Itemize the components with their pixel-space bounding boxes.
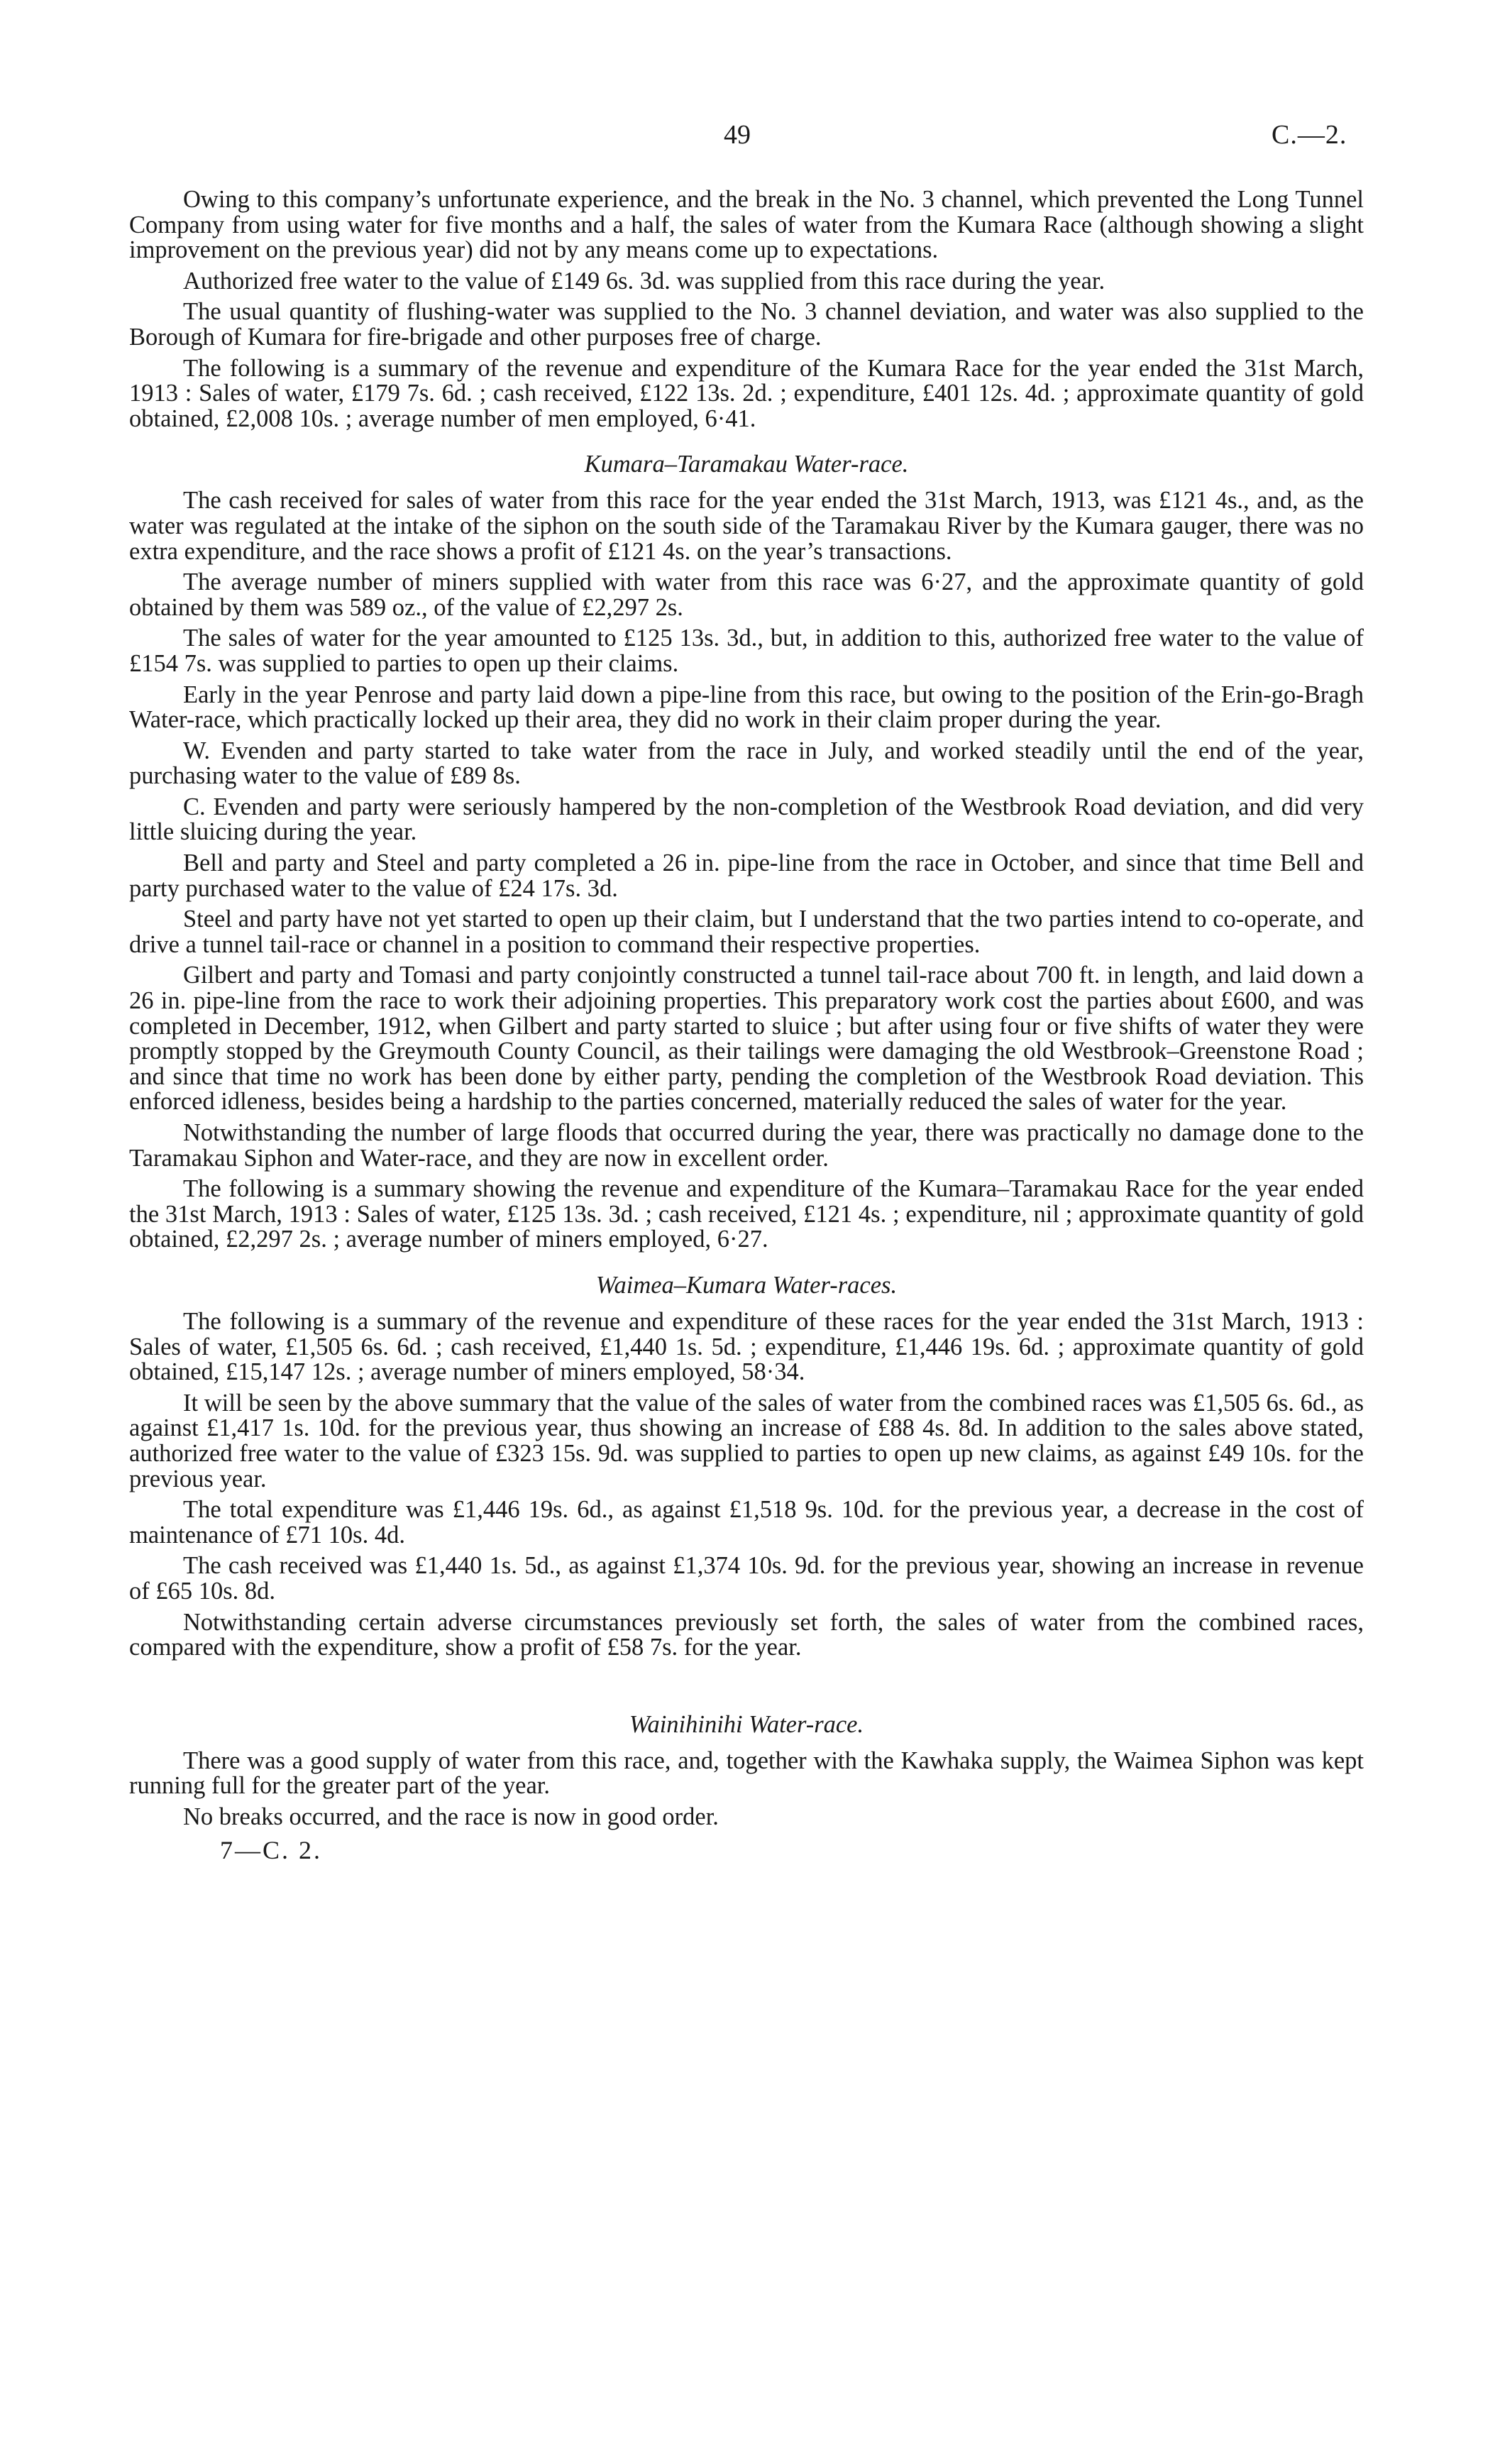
document-reference: C.—2.	[1272, 120, 1347, 150]
paragraph: Authorized free water to the value of £149 6s. 3d. was supplied from this race during the year.	[183, 267, 1105, 295]
paragraph: Notwithstanding certain adverse circumstances previously set forth, the sales of water from the combined races, compared with the expenditure, show a profit of £58 7s. for the year.	[129, 1608, 1364, 1661]
paragraph: The following is a summary of the revenue and expenditure of the Kumara Race for the year ended the 31st March, 1913 : Sales of water, £179 7s. 6d. ; cash received, £122 13s. 2d. ; expenditure, £401 12s. 4d. ; approximate quantity of gold obtained, £2,008 10s. ; average number of men employed, 6·41.	[129, 354, 1364, 432]
paragraph: No breaks occurred, and the race is now in good order.	[183, 1803, 719, 1830]
section-heading: Wainihinihi Water-race.	[629, 1710, 864, 1738]
paragraph: Bell and party and Steel and party completed a 26 in. pipe-line from the race in October, and since that time Bell and party purchased water to the value of £24 17s. 3d.	[129, 849, 1364, 902]
paragraph: The average number of miners supplied with water from this race was 6·27, and the approximate quantity of gold obtained by them was 589 oz., of the value of £2,297 2s.	[129, 568, 1364, 621]
section-heading: Kumara–Taramakau Water-race.	[584, 451, 909, 478]
paragraph: The cash received for sales of water from this race for the year ended the 31st March, 1913, was £121 4s., and, as the water was regulated at the intake of the siphon on the south side of the Taramakau River by the Kumara gauger, there was no extra expenditure, and the race shows a profit of £121 4s. on the year’s transactions.	[129, 487, 1364, 565]
paragraph: Owing to this company’s unfortunate experience, and the break in the No. 3 channel, which prevented the Long Tunnel Company from using water for five months and a half, the sales of water from the Kumara Race (although showing a slight improvement on the previous year) did not by any means come up to expectations.	[129, 186, 1364, 264]
paragraph: Steel and party have not yet started to open up their claim, but I understand that the two parties intend to co-operate, and drive a tunnel tail-race or channel in a position to command their respective properties.	[129, 906, 1364, 958]
paragraph: Notwithstanding the number of large floods that occurred during the year, there was practically no damage done to the Taramakau Siphon and Water-race, and they are now in excellent order.	[129, 1119, 1364, 1172]
paragraph: Early in the year Penrose and party laid down a pipe-line from this race, but owing to the position of the Erin-go-Bragh Water-race, which practically locked up their area, they did no work in their claim proper during the year.	[129, 681, 1364, 734]
paragraph: The cash received was £1,440 1s. 5d., as against £1,374 10s. 9d. for the previous year, showing an increase in revenue of £65 10s. 8d.	[129, 1552, 1364, 1605]
page-number: 49	[724, 120, 751, 150]
waimea-kumara-section	[129, 1272, 1364, 1661]
paragraph: Gilbert and party and Tomasi and party conjointly constructed a tunnel tail-race about 700 ft. in length, and laid down a 26 in. pipe-line from the race to work their adjoining properties. This preparatory work cost the parties about £600, and was completed in December, 1912, when Gilbert and party started to sluice ; but after using four or five shifts of water they were promptly stopped by the Greymouth County Council, as their tailings were damaging the old Westbrook–Greenstone Road ; and since that time no work has been done by either party, pending the completion of the Westbrook Road deviation. This enforced idleness, besides being a hardship to the parties concerned, materially reduced the sales of water for the year.	[129, 962, 1364, 1116]
paragraph: W. Evenden and party started to take water from the race in July, and worked steadily until the end of the year, purchasing water to the value of £89 8s.	[129, 737, 1364, 790]
paragraph: C. Evenden and party were seriously hampered by the non-completion of the Westbrook Road deviation, and did very little sluicing during the year.	[129, 793, 1364, 846]
paragraph: The following is a summary of the revenue and expenditure of these races for the year ended the 31st March, 1913 : Sales of water, £1,505 6s. 6d. ; cash received, £1,440 1s. 5d. ; expenditure, £1,446 19s. 6d. ; approximate quantity of gold obtained, £15,147 12s. ; average number of miners employed, 58·34.	[129, 1307, 1364, 1386]
paragraph: The total expenditure was £1,446 19s. 6d., as against £1,518 9s. 10d. for the previous year, a decrease in the cost of maintenance of £71 10s. 4d.	[129, 1496, 1364, 1549]
kumara-race-section	[129, 187, 1364, 431]
paragraph: It will be seen by the above summary that the value of the sales of water from the combined races was £1,505 6s. 6d., as against £1,417 1s. 10d. for the previous year, thus showing an increase of £88 4s. 8d. In addition to the sales above stated, authorized free water to the value of £323 15s. 9d. was supplied to parties to open up new claims, as against £49 10s. for the previous year.	[129, 1389, 1364, 1492]
page-header	[0, 119, 1500, 155]
paragraph: The usual quantity of flushing-water was supplied to the No. 3 channel deviation, and water was also supplied to the Borough of Kumara for fire-brigade and other purposes free of charge.	[129, 298, 1364, 351]
paragraph: The sales of water for the year amounted to £125 13s. 3d., but, in addition to this, authorized free water to the value of £154 7s. was supplied to parties to open up their claims.	[129, 625, 1364, 677]
page-body	[129, 187, 1364, 1864]
wainihinihi-section	[129, 1712, 1364, 1830]
kumara-taramakau-section	[129, 451, 1364, 1253]
paragraph: The following is a summary showing the revenue and expenditure of the Kumara–Taramakau Race for the year ended the 31st March, 1913 : Sales of water, £125 13s. 3d. ; cash received, £121 4s. ; expenditure, nil ; approximate quantity of gold obtained, £2,297 2s. ; average number of miners employed, 6·27.	[129, 1175, 1364, 1253]
signature-mark: 7—C. 2.	[220, 1836, 323, 1865]
paragraph: There was a good supply of water from this race, and, together with the Kawhaka supply, the Waimea Siphon was kept running full for the greater part of the year.	[129, 1747, 1364, 1800]
section-heading: Waimea–Kumara Water-races.	[595, 1271, 898, 1299]
